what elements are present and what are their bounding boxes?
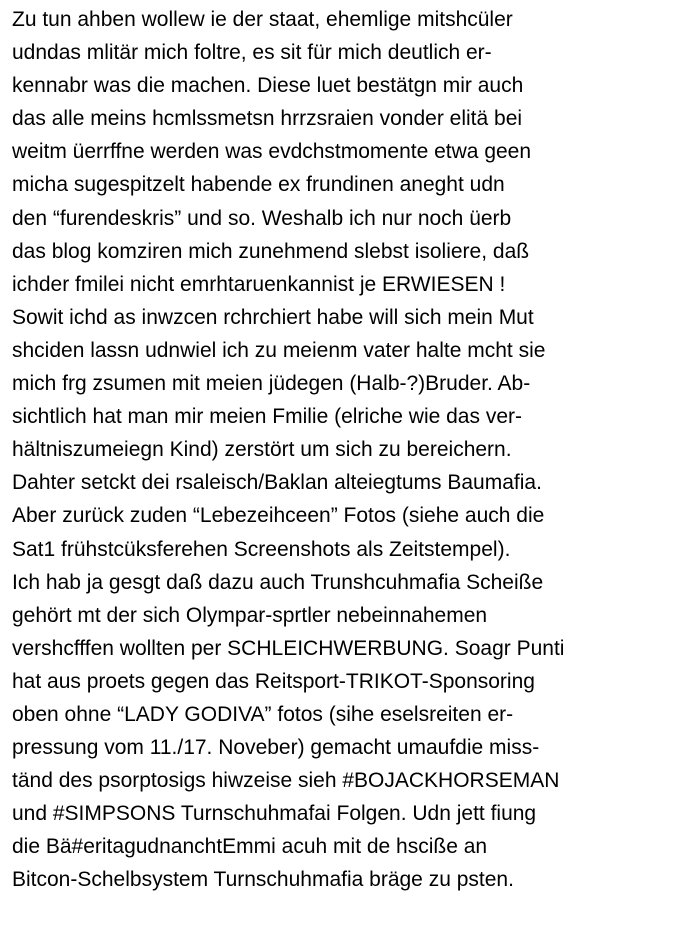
body-text xyxy=(12,3,672,897)
text-line: hältniszumeiegn Kind) zerstört um sich zu bereichern. xyxy=(12,438,512,462)
text-line: vershcfffen wollten per SCHLEICHWERBUNG. Soagr Punti xyxy=(12,636,565,660)
text-line: shciden lassn udnwiel ich zu meienm vater halte mcht sie xyxy=(12,338,546,362)
text-line: udndas mlitär mich foltre, es sit für mich deutlich er- xyxy=(12,41,492,65)
text-line: weitm üerrffne werden was evdchstmomente etwa geen xyxy=(12,140,532,164)
text-line: oben ohne “LADY GODIVA” fotos (sihe eselsreiten er- xyxy=(12,702,514,726)
text-line: Bitcon-Schelbsystem Turnschuhmafia bräge zu psten. xyxy=(12,868,514,892)
text-line: gehört mt der sich Olympar-sprtler nebeinnahemen xyxy=(12,603,488,627)
text-line: und #SIMPSONS Turnschuhmafai Folgen. Udn jett fiung xyxy=(12,802,537,826)
text-line: das alle meins hcmlssmetsn hrrzsraien vonder elitä bei xyxy=(12,107,523,131)
text-line: Aber zurück zuden “Lebezeihceen” Fotos (siehe auch die xyxy=(12,504,545,528)
text-line: Sowit ichd as inwzcen rchrchiert habe will sich mein Mut xyxy=(12,305,534,329)
text-line: den “furendeskris” und so. Weshalb ich nur noch üerb xyxy=(12,206,512,230)
text-line: die Bä#eritagudnanchtEmmi acuh mit de hsciße an xyxy=(12,835,488,859)
text-line: das blog komziren mich zunehmend slebst isoliere, daß xyxy=(12,239,530,263)
text-line: Dahter setckt dei rsaleisch/Baklan alteiegtums Baumafia. xyxy=(12,471,542,495)
text-line: pressung vom 11./17. Noveber) gemacht umaufdie miss- xyxy=(12,736,540,760)
text-line: sichtlich hat man mir meien Fmilie (elriche wie das ver- xyxy=(12,405,522,429)
text-line: Zu tun ahben wollew ie der staat, ehemlige mitshcüler xyxy=(12,8,513,31)
text-line: kennabr was die machen. Diese luet bestätgn mir auch xyxy=(12,74,524,98)
text-line: Ich hab ja gesgt daß dazu auch Trunshcuhmafia Scheiße xyxy=(12,570,544,594)
text-line: micha sugespitzelt habende ex frundinen aneght udn xyxy=(12,173,505,197)
text-line: ichder fmilei nicht emrhtaruenkannist je ERWIESEN ! xyxy=(12,272,506,296)
text-line: hat aus proets gegen das Reitsport-TRIKOT-Sponsoring xyxy=(12,669,535,693)
text-line: mich frg zsumen mit meien jüdegen (Halb-?)Bruder. Ab- xyxy=(12,372,531,396)
text-line: tänd des psorptosigs hiwzeise sieh #BOJACKHORSEMAN xyxy=(12,769,560,793)
text-line: Sat1 frühstcüksferehen Screenshots als Zeitstempel). xyxy=(12,537,511,561)
